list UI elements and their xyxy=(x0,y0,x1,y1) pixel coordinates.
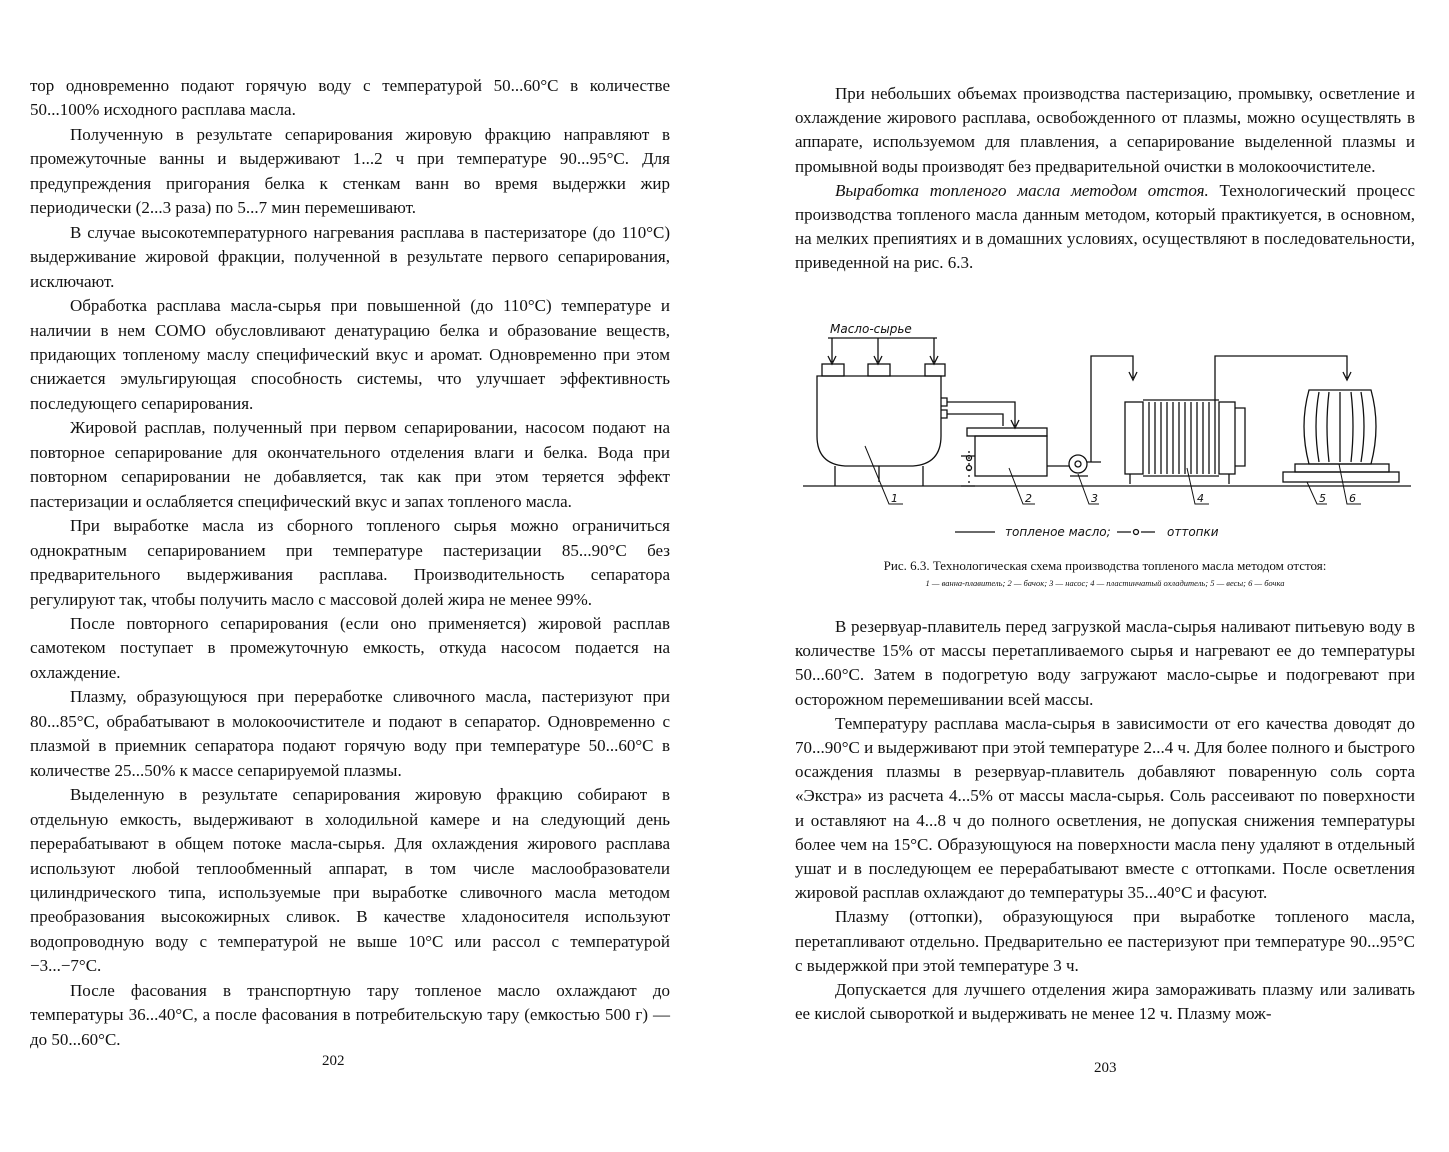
right-page xyxy=(795,0,1415,1152)
page-number: 202 xyxy=(322,1053,345,1069)
right-page-text-top xyxy=(795,82,1415,276)
paragraph: В резервуар-плавитель перед загрузкой масла-сырья наливают питьевую воду в количестве 15% от массы перетапливаемого сырья и нагревают ее до температуры 50...60°С. Затем в подогретую воду загружают масло-сырье и подогревают при осторожном перемешивании всей массы. xyxy=(795,617,1415,709)
paragraph-text: Технологический процесс производства топленого масла данным методом, который практикуется, в основном, на мелких препиятиях и в домашних условиях, осуществляют в последовательности, приведенной на рис. 6.3. xyxy=(795,180,1415,273)
paragraph: Плазму, образующуюся при переработке сливочного масла, пастеризуют при 80...85°С, обрабатывают в молокоочистителе и подают в сепаратор. Одновременно с плазмой в приемник сепаратора подают горячую воду при температуре 50...60°С в количестве 25...50% к массе сепарируемой плазмы. xyxy=(30,687,670,780)
figure-legend: 1 — ванна-плавитель; 2 — бачок; 3 — насос; 4 — пластинчатый охладитель; 5 — весы; 6 — бочка xyxy=(925,578,1285,588)
callout-6: 6 xyxy=(1349,492,1356,505)
tank xyxy=(967,428,1069,476)
paragraph: Плазму (оттопки), образующуюся при выработке топленого масла, перетапливают отдельно. Предварительно ее пастеризуют при температуре 90...95°С с выдержкой при этой температуре 3 ч. xyxy=(795,907,1415,975)
figure-6-3 xyxy=(795,316,1415,606)
input-label: Масло-сырье xyxy=(830,322,912,336)
plate-cooler xyxy=(1125,356,1351,484)
melter-vessel xyxy=(817,364,947,486)
paragraph: Выделенную в результате сепарирования жировую фракцию собирают в отдельную емкость, выдерживают в холодильной камере и на следующий день перерабатывают в общем потоке масла-сырья. Для охлаждения жирового расплава используют любой теплообменный аппарат, в том числе маслообразователи цилиндрического типа, используемые при выработке сливочного масла методом преобразования высокожирных сливок. В качестве хладоносителя используют водопроводную воду с температурой не выше 10°С или рассол с температурой −3...−7°С. xyxy=(30,785,670,976)
callout-5: 5 xyxy=(1319,492,1326,505)
figure-caption: Рис. 6.3. Технологическая схема производства топленого масла методом отстоя: xyxy=(883,558,1327,573)
paragraph xyxy=(795,179,1415,276)
legend-melted-butter: топленое масло; xyxy=(1005,525,1111,539)
paragraph: В случае высокотемпературного нагревания расплава в пастеризаторе (до 110°С) выдерживание жировой фракции, полученной в результате первого сепарирования, исключают. xyxy=(30,222,670,291)
callout-4: 4 xyxy=(1197,492,1204,505)
callout-2: 2 xyxy=(1025,492,1032,505)
paragraph: После повторного сепарирования (если оно применяется) жировой расплав самотеком поступает в промежуточную емкость, откуда насосом подается на охлаждение. xyxy=(30,613,670,682)
callout-3: 3 xyxy=(1091,492,1098,505)
pipelines xyxy=(947,402,1019,486)
paragraph: При небольших объемах производства пастеризацию, промывку, осветление и охлаждение жирового расплава, освобожденного от плазмы, можно осуществлять в аппарате, используемом для плавления, а сепарирование выделенной плазмы и промывной воды производят без предварительной очистки в молокоочистителе. xyxy=(795,84,1415,176)
legend-residue: оттопки xyxy=(1167,525,1219,539)
callout-1: 1 xyxy=(891,492,898,505)
section-heading: Выработка топленого масла методом отстоя. xyxy=(835,180,1209,200)
right-page-text-bottom xyxy=(795,615,1415,1026)
left-page xyxy=(30,0,670,1152)
diagram-legend xyxy=(955,525,1219,539)
pump xyxy=(1069,356,1137,476)
paragraph: Полученную в результате сепарирования жировую фракцию направляют в промежуточные ванны и выдерживают 1...2 ч при температуре 90...95°С. Для предупреждения пригорания белка к стенкам ванн во время выдержки жир периодически (2...3 раза) по 5...7 мин перемешивают. xyxy=(30,124,670,218)
paragraph: Обработка расплава масла-сырья при повышенной (до 110°С) температуре и наличии в нем СОМО обусловливают денатурацию белка и образование веществ, придающих топленому маслу специфический вкус и аромат. Одновременно при этом снижается эмульгирующая способность системы, что улучшает эффективность последующего сепарирования. xyxy=(30,296,670,413)
input-arrows xyxy=(828,338,938,364)
position-numbers xyxy=(891,492,1356,505)
leader-lines xyxy=(865,446,1361,504)
page-number: 203 xyxy=(1094,1060,1117,1076)
left-page-text xyxy=(30,74,670,1052)
process-diagram xyxy=(795,316,1415,556)
paragraph: При выработке масла из сборного топленого сырья можно ограничиться однократным сепарированием при температуре пастеризации 85...90°С без предварительного выдерживания расплава. Производительность сепаратора регулируют так, чтобы получить масло с массовой долей жира не менее 99%. xyxy=(30,516,670,609)
paragraph: Жировой расплав, полученный при первом сепарировании, насосом подают на повторное сепарирование для окончательного отделения влаги и белка. Вода при повторном сепарировании не добавляется, так как при этом теряется эффект пастеризации и ослабляется специфический вкус и запах топленого масла. xyxy=(30,418,670,511)
paragraph: тор одновременно подают горячую воду с температурой 50...60°С в количестве 50...100% исходного расплава масла. xyxy=(30,76,670,120)
barrel-on-scales xyxy=(1283,390,1399,482)
paragraph: Допускается для лучшего отделения жира замораживать плазму или заливать ее кислой сывороткой и выдерживать не менее 12 ч. Плазму мож- xyxy=(795,980,1415,1024)
paragraph: После фасования в транспортную тару топленое масло охлаждают до температуры 36...40°С, а после фасования в потребительскую тару (емкостью 500 г) — до 50...60°С. xyxy=(30,980,670,1049)
paragraph: Температуру расплава масла-сырья в зависимости от его качества доводят до 70...90°С и выдерживают при этой температуре 2...4 ч. Для более полного и быстрого осаждения плазмы в резервуар-плавитель добавляют поваренную соль сорта «Экстра» из расчета 4...5% от массы масла-сырья. Соль рассеивают по поверхности и оставляют на 4...8 ч до полного осветления, не допуская снижения температуры более чем на 15°С. Образующуюся на поверхности масла пену удаляют в отдельный ушат и в последующем ее перерабатывают вместе с оттопками. После осветления жировой расплав охлаждают до температуры 35...40°С и фасуют. xyxy=(795,713,1415,903)
